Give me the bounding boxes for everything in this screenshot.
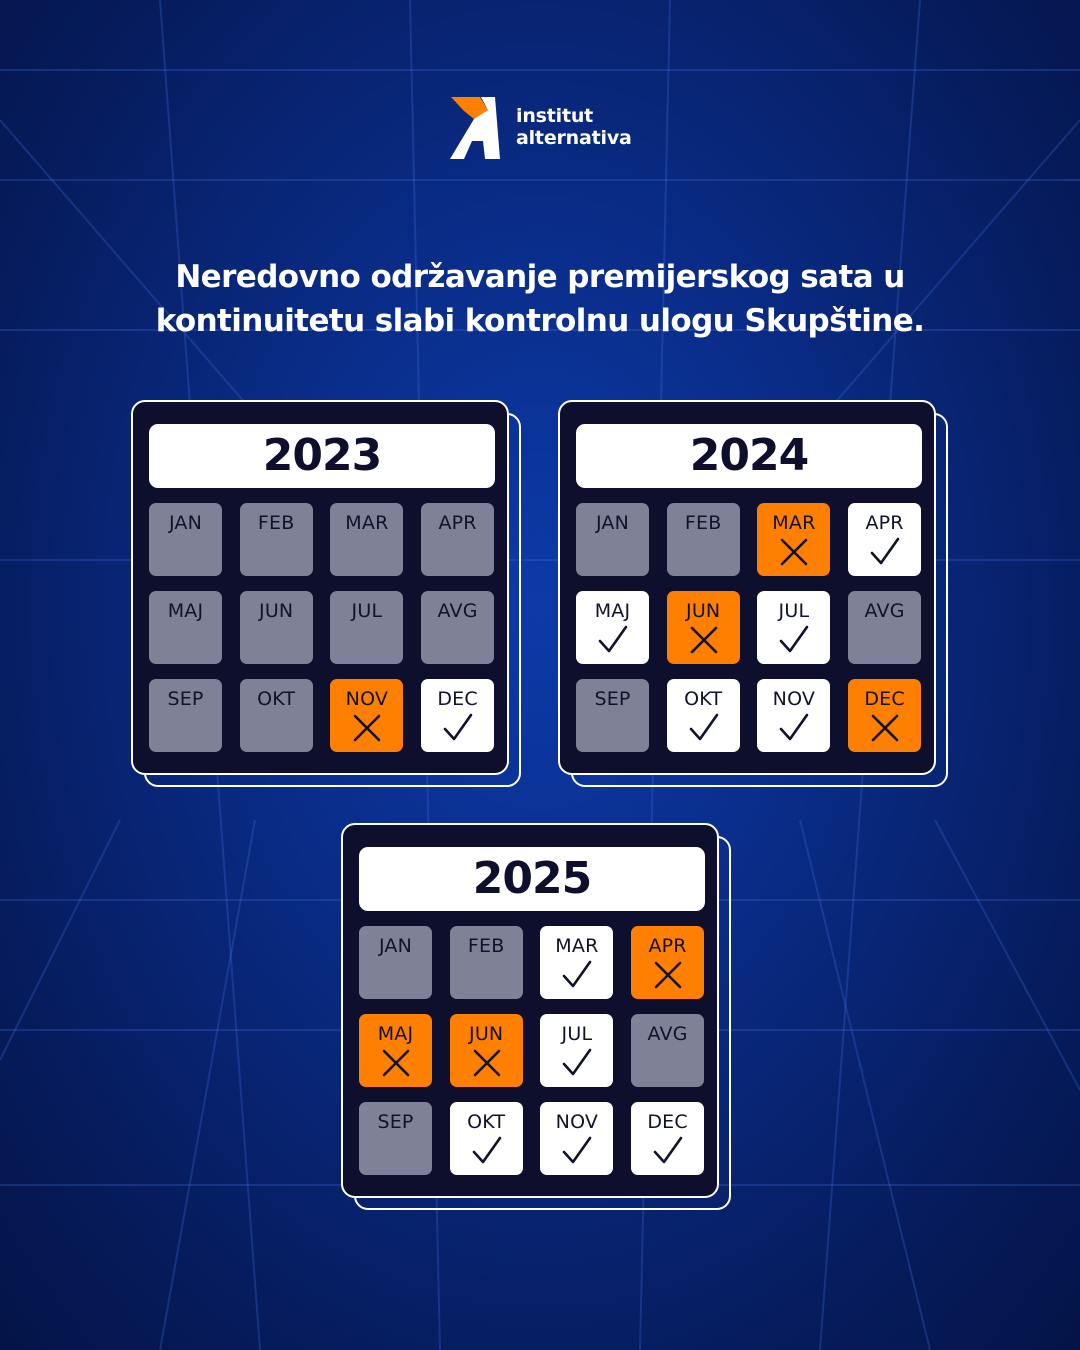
year-label: 2024 bbox=[576, 424, 922, 488]
month-tile-dec bbox=[631, 1102, 704, 1175]
cross-icon bbox=[778, 536, 810, 568]
checkmark-icon bbox=[652, 1135, 684, 1167]
month-label: JUN bbox=[469, 1023, 504, 1045]
year-label: 2023 bbox=[149, 424, 495, 488]
month-tile-maj bbox=[359, 1014, 432, 1087]
month-tile-nov bbox=[330, 679, 403, 752]
month-label: JUN bbox=[259, 600, 294, 622]
card-body bbox=[558, 400, 936, 775]
month-label: SEP bbox=[594, 688, 631, 710]
month-tile-jun bbox=[240, 591, 313, 664]
month-label: SEP bbox=[167, 688, 204, 710]
cross-icon bbox=[652, 959, 684, 991]
institut-alternativa-logo bbox=[450, 97, 640, 161]
month-label: JAN bbox=[168, 512, 203, 534]
month-label: APR bbox=[865, 512, 904, 534]
month-tile-feb bbox=[450, 926, 523, 999]
month-label: MAR bbox=[555, 935, 599, 957]
cross-icon bbox=[869, 712, 901, 744]
checkmark-icon bbox=[561, 1135, 593, 1167]
month-tile-dec bbox=[421, 679, 494, 752]
month-label: MAR bbox=[345, 512, 389, 534]
month-label: FEB bbox=[467, 935, 505, 957]
checkmark-icon bbox=[561, 959, 593, 991]
month-label: NOV bbox=[772, 688, 816, 710]
month-tile-feb bbox=[667, 503, 740, 576]
month-tile-sep bbox=[359, 1102, 432, 1175]
month-label: AVG bbox=[864, 600, 905, 622]
checkmark-icon bbox=[778, 712, 810, 744]
checkmark-icon bbox=[688, 712, 720, 744]
month-label: FEB bbox=[257, 512, 295, 534]
checkmark-icon bbox=[442, 712, 474, 744]
month-label: APR bbox=[438, 512, 477, 534]
month-label: OKT bbox=[684, 688, 723, 710]
month-tile-maj bbox=[149, 591, 222, 664]
month-tile-jun bbox=[667, 591, 740, 664]
year-label: 2025 bbox=[359, 847, 705, 911]
cross-icon bbox=[688, 624, 720, 656]
month-label: FEB bbox=[684, 512, 722, 534]
month-label: JAN bbox=[378, 935, 413, 957]
checkmark-icon bbox=[471, 1135, 503, 1167]
month-tile-mar bbox=[540, 926, 613, 999]
month-tile-okt bbox=[667, 679, 740, 752]
card-body bbox=[341, 823, 719, 1198]
month-tile-jun bbox=[450, 1014, 523, 1087]
logo-line-1: institut bbox=[516, 105, 594, 127]
month-tile-jan bbox=[149, 503, 222, 576]
month-tile-dec bbox=[848, 679, 921, 752]
month-tile-jan bbox=[576, 503, 649, 576]
month-label: NOV bbox=[555, 1111, 599, 1133]
card-body bbox=[131, 400, 509, 775]
month-tile-okt bbox=[240, 679, 313, 752]
checkmark-icon bbox=[778, 624, 810, 656]
month-tile-avg bbox=[631, 1014, 704, 1087]
month-tile-jul bbox=[330, 591, 403, 664]
month-tile-nov bbox=[540, 1102, 613, 1175]
month-label: DEC bbox=[647, 1111, 688, 1133]
month-tile-okt bbox=[450, 1102, 523, 1175]
month-label: MAJ bbox=[167, 600, 204, 622]
month-tile-mar bbox=[757, 503, 830, 576]
calendar-2023 bbox=[131, 400, 509, 775]
month-label: MAR bbox=[772, 512, 816, 534]
month-label: AVG bbox=[647, 1023, 688, 1045]
month-label: OKT bbox=[467, 1111, 506, 1133]
month-label: JUL bbox=[351, 600, 383, 622]
month-tile-feb bbox=[240, 503, 313, 576]
headline bbox=[90, 255, 990, 343]
month-tile-sep bbox=[576, 679, 649, 752]
month-tile-avg bbox=[421, 591, 494, 664]
month-label: JAN bbox=[595, 512, 630, 534]
month-label: AVG bbox=[437, 600, 478, 622]
month-tile-apr bbox=[421, 503, 494, 576]
calendar-2025 bbox=[341, 823, 719, 1198]
calendar-2024 bbox=[558, 400, 936, 775]
month-label: DEC bbox=[864, 688, 905, 710]
month-tile-mar bbox=[330, 503, 403, 576]
month-tile-sep bbox=[149, 679, 222, 752]
checkmark-icon bbox=[869, 536, 901, 568]
month-label: NOV bbox=[345, 688, 389, 710]
month-tile-jan bbox=[359, 926, 432, 999]
month-label: APR bbox=[648, 935, 687, 957]
month-label: JUN bbox=[686, 600, 721, 622]
cross-icon bbox=[380, 1047, 412, 1079]
month-tile-maj bbox=[576, 591, 649, 664]
logo-line-2: alternativa bbox=[516, 127, 632, 149]
month-label: OKT bbox=[257, 688, 296, 710]
month-tile-apr bbox=[631, 926, 704, 999]
month-tile-avg bbox=[848, 591, 921, 664]
month-label: MAJ bbox=[377, 1023, 414, 1045]
month-tile-jul bbox=[757, 591, 830, 664]
month-label: SEP bbox=[377, 1111, 414, 1133]
month-tile-jul bbox=[540, 1014, 613, 1087]
month-tile-apr bbox=[848, 503, 921, 576]
month-label: MAJ bbox=[594, 600, 631, 622]
headline-line-1: Neredovno održavanje premijerskog sata u bbox=[175, 259, 905, 295]
cross-icon bbox=[471, 1047, 503, 1079]
month-label: DEC bbox=[437, 688, 478, 710]
cross-icon bbox=[351, 712, 383, 744]
month-tile-nov bbox=[757, 679, 830, 752]
checkmark-icon bbox=[561, 1047, 593, 1079]
logo-a-icon bbox=[450, 97, 512, 161]
headline-line-2: kontinuitetu slabi kontrolnu ulogu Skupštine. bbox=[155, 303, 925, 339]
month-label: JUL bbox=[778, 600, 810, 622]
month-label: JUL bbox=[561, 1023, 593, 1045]
checkmark-icon bbox=[597, 624, 629, 656]
